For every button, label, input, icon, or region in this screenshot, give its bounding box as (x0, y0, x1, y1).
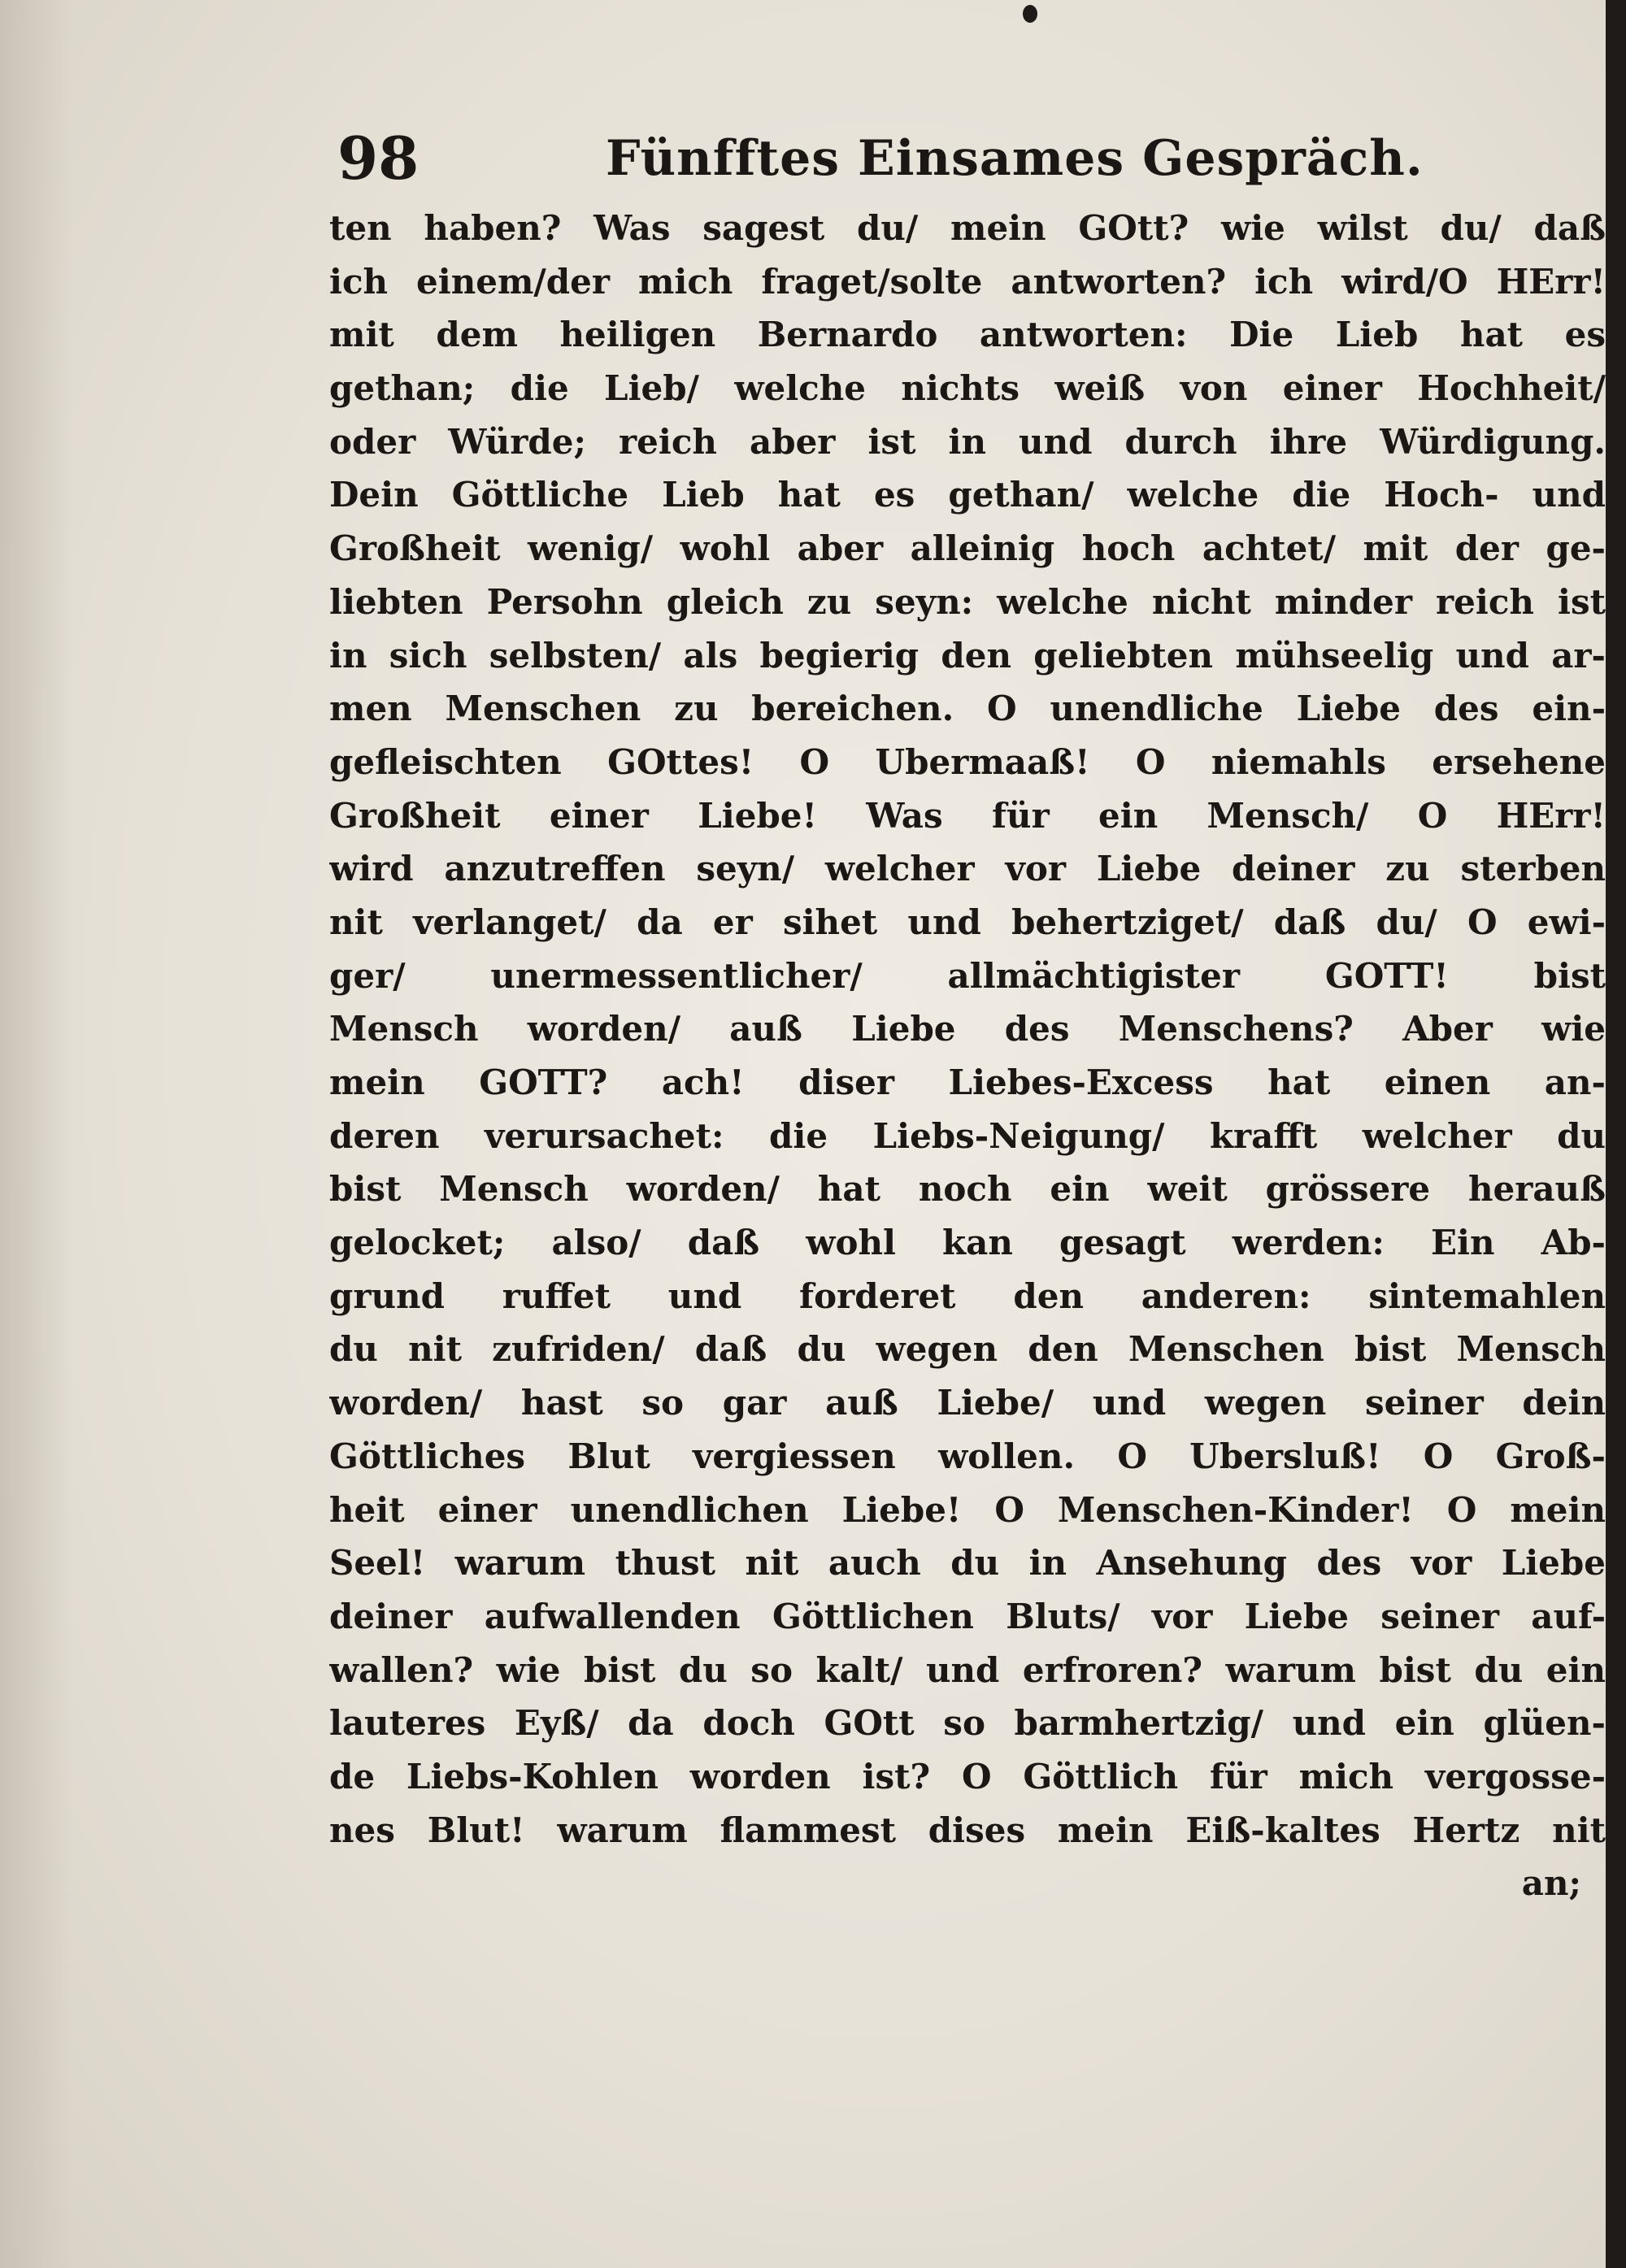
text-line: nes Blut! warum flammest dises mein Eiß-kaltes Hertz nit (329, 1810, 1606, 1850)
text-line: du nit zufriden/ daß du wegen den Menschen bist Mensch (329, 1329, 1606, 1370)
text-line: Großheit wenig/ wohl aber alleinig hoch achtet/ mit der ge- (329, 528, 1606, 569)
text-line: ten haben? Was sagest du/ mein GOtt? wie wilst du/ daß (329, 208, 1606, 248)
text-line: Großheit einer Liebe! Was für ein Mensch/ O HErr! (329, 795, 1606, 836)
ink-dot (1023, 5, 1037, 23)
page-number: 98 (337, 124, 420, 193)
text-line: oder Würde; reich aber ist in und durch ihre Würdigung. (329, 421, 1606, 462)
text-line: heit einer unendlichen Liebe! O Menschen-Kinder! O mein (329, 1489, 1606, 1530)
text-line: deiner aufwallenden Göttlichen Bluts/ vor Liebe seiner auf- (329, 1596, 1606, 1636)
text-line: grund ruffet und forderet den anderen: sintemahlen (329, 1275, 1606, 1316)
text-line: wallen? wie bist du so kalt/ und erfroren? warum bist du ein (329, 1649, 1606, 1690)
catchword: an; (1521, 1863, 1581, 1904)
gutter-shadow (0, 0, 73, 2268)
text-line: wird anzutreffen seyn/ welcher vor Liebe deiner zu sterben (329, 849, 1606, 889)
text-line: bist Mensch worden/ hat noch ein weit grössere herauß (329, 1169, 1606, 1210)
text-line: deren verursachet: die Liebs-Neigung/ krafft welcher du (329, 1115, 1606, 1156)
text-line: ich einem/der mich fraget/solte antworten? ich wird/O HErr! (329, 261, 1606, 302)
text-line: nit verlanget/ da er sihet und behertziget/ daß du/ O ewi- (329, 902, 1606, 942)
text-line: de Liebs-Kohlen worden ist? O Göttlich für mich vergosse- (329, 1756, 1606, 1797)
text-line: liebten Persohn gleich zu seyn: welche nicht minder reich ist (329, 581, 1606, 622)
text-line: Dein Göttliche Lieb hat es gethan/ welche die Hoch- und (329, 475, 1606, 515)
text-line: gefleischten GOttes! O Ubermaaß! O niemahls ersehene (329, 741, 1606, 782)
text-line: mit dem heiligen Bernardo antworten: Die Lieb hat es (329, 315, 1606, 355)
text-line: Göttliches Blut vergiessen wollen. O Ubersluß! O Groß- (329, 1436, 1606, 1476)
text-line: worden/ hast so gar auß Liebe/ und wegen seiner dein (329, 1383, 1606, 1423)
text-line: gelocket; also/ daß wohl kan gesagt werden: Ein Ab- (329, 1223, 1606, 1263)
text-line: Mensch worden/ auß Liebe des Menschens? Aber wie (329, 1009, 1606, 1049)
body-text (329, 202, 1606, 1910)
text-line: lauteres Eyß/ da doch GOtt so barmhertzig/ und ein glüen- (329, 1703, 1606, 1744)
running-title: Fünfftes Einsames Gespräch. (606, 130, 1424, 187)
text-line: gethan; die Lieb/ welche nichts weiß von einer Hochheit/ (329, 368, 1606, 409)
text-line: in sich selbsten/ als begierig den geliebten mühseelig und ar- (329, 635, 1606, 676)
text-line: mein GOTT? ach! diser Liebes-Excess hat einen an- (329, 1062, 1606, 1102)
text-line: Seel! warum thust nit auch du in Ansehung des vor Liebe (329, 1543, 1606, 1584)
text-line: ger/ unermessentlicher/ allmächtigister GOTT! bist (329, 955, 1606, 996)
page-edge-shadow (1606, 0, 1626, 2268)
page-header (337, 122, 1606, 195)
text-line: men Menschen zu bereichen. O unendliche Liebe des ein- (329, 689, 1606, 729)
